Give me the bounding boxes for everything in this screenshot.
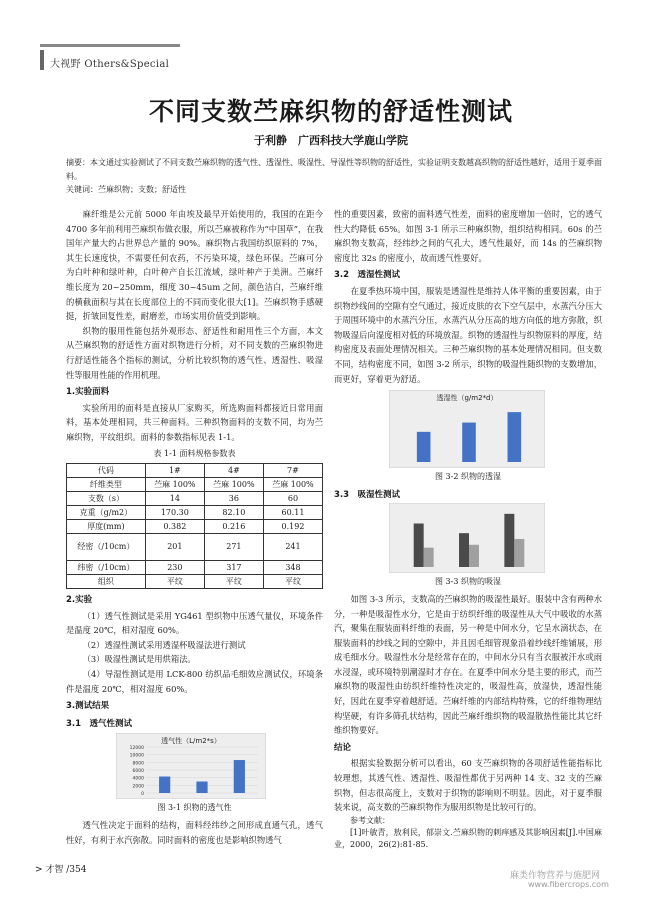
y-tick-label: 6000 <box>132 769 144 775</box>
paragraph: 如图 3-3 所示，支数高的苎麻织物的吸湿性最好。服装中含有两种水分，一种是吸湿性水分，它是由于纺织纤维的吸湿性从大气中吸收的水蒸汽，聚集在服装面料纤维的表面，另一种是中间水分，它呈水滴状态，在服装面料的纱线之间的空隙中，并且因毛细管现象沿着纱线纤维铺展，形成毛细水分。吸湿性水分是经常存在的，中间水分只有当衣服被汗水或雨水浸湿，或环境特别潮湿时才存在。在夏季中间水分是主要的形式，而苎麻织物的吸湿性由纺织纤维特性决定的，吸湿性高，放湿快，透湿性能好，因此在夏季穿着越舒适。苎麻纤维的内部结构特殊，它的纤维物理结构坚硬，有许多筛孔状结构，因此苎麻纤维织物的吸湿散热性能比其它纤维织物要好。 <box>334 593 602 736</box>
abstract: 摘要：本文通过实验测试了不同支数苎麻织物的透气性、透湿性、吸湿性、导湿性等织物的舒适性，实验证明支数越高织物的舒适性越好，适用于夏季面料。 <box>66 158 602 181</box>
table-cell: 0.192 <box>263 520 322 534</box>
bar <box>508 412 522 462</box>
bar <box>414 524 424 568</box>
paragraph: 透气性决定于面料的结构，面料经纬纱之间形成直通气孔，透气性好，有利于水汽弥散。同时面料的密度也是影响织物透气 <box>66 820 323 845</box>
table-cell: 苎麻 100% <box>204 478 263 492</box>
table-row <box>67 575 323 589</box>
table-cell: 348 <box>263 561 322 575</box>
table-cell: 经密（/10cm） <box>67 534 146 561</box>
bar <box>462 423 476 462</box>
author-line: 于利静 广西科技大学鹿山学院 <box>254 134 408 147</box>
table-cell: 60 <box>263 492 322 506</box>
bar <box>196 782 207 794</box>
section-marker <box>40 50 44 70</box>
heading: 2.实验 <box>66 595 93 606</box>
y-tick-label: 4000 <box>132 777 144 783</box>
table-cell: 36 <box>204 492 263 506</box>
table-row <box>67 464 323 478</box>
table-cell: 平纹 <box>204 575 263 589</box>
subheading: 3.2 透湿性测试 <box>334 270 401 281</box>
air-permeability-chart <box>116 733 266 799</box>
y-tick-label: 10000 <box>129 754 144 760</box>
table-cell: 纬密（/10cm） <box>67 561 146 575</box>
table-row <box>67 492 323 506</box>
table-header-cell: 7# <box>263 464 322 478</box>
left-column <box>66 207 323 847</box>
page-footer: > 才智 /354 <box>35 865 87 875</box>
watermark-url: www.fibercrops.com <box>528 880 609 889</box>
table-cell: 230 <box>145 561 204 575</box>
y-tick-label: 2000 <box>132 784 144 790</box>
table-cell: 170.30 <box>145 506 204 520</box>
heading: 3.测试结果 <box>66 701 110 712</box>
bar <box>459 533 469 567</box>
references-title: 参考文献： <box>350 815 390 825</box>
paragraph: 织物的服用性能包括外观形态、舒适性和耐用性三个方面，本文从苎麻织物的舒适性方面对织物进行分析，对不同支数的苎麻织物进行舒适性能各个指标的测试，分析比较织物的透气性、透湿性、吸湿性等服用性能的作用机理。 <box>66 325 323 380</box>
bar <box>424 548 434 567</box>
table-cell: 60.11 <box>263 506 322 520</box>
y-tick-label: 8000 <box>132 761 144 767</box>
bar <box>469 545 479 567</box>
table-cell: 苎麻 100% <box>145 478 204 492</box>
keywords: 关键词：苎麻织物；支数；舒适性 <box>66 185 186 194</box>
table-cell: 平纹 <box>263 575 322 589</box>
table-header-cell: 代码 <box>67 464 146 478</box>
figure-caption: 图 3-2 织物的透湿 <box>435 472 501 482</box>
table-cell: 支数（s） <box>67 492 146 506</box>
moisture-permeability-chart <box>389 390 545 468</box>
table-cell: 纤维类型 <box>67 478 146 492</box>
bar <box>514 539 524 567</box>
paragraph: 麻纤维是公元前 5000 年由埃及最早开始使用的，我国的在距今 4700 多年前利用苎麻织布做衣服，所以苎麻被称作为“中国草”，在我国年产量大约占世界总产量的 90%。麻织物占我国纺织原料的 7%，其生长速度快，不需要任何农药，不污染环境，绿色环保。苎麻可分为白叶种和绿叶种，白叶种产自长江流域，绿叶种产于美洲。苎麻纤维长度为 20~250mm，细度 30~45um 之间，颜色洁白，苎麻纤维的横截面积与其在长度部位上的不同而变化很大[1]。苎麻织物手感硬挺，折皱回复性差，耐磨差，市场实用价值受到影响。 <box>66 209 323 322</box>
table-row <box>67 520 323 534</box>
table-row <box>67 478 323 492</box>
table-header-cell: 4# <box>204 464 263 478</box>
table-cell: 0.216 <box>204 520 263 534</box>
figure-caption: 图 3-3 织物的吸湿 <box>435 577 501 587</box>
table-cell: 82.10 <box>204 506 263 520</box>
paragraph: 性的重要因素，致密的面料透气性差，面料的密度增加一倍时，它的透气性大约降低 65%。如图 3-1 所示三种麻织物，组织结构相同。60s 的苎麻织物支数高，经纬纱之间的气孔大，透气性最好，而 14s 的苎麻织物密度比 32s 的密度小，故而透气性要好。 <box>334 209 602 263</box>
paragraph: （3）吸湿性测试是用烘箱法。 <box>82 654 196 665</box>
table-cell: 组织 <box>67 575 146 589</box>
table-cell: 271 <box>204 534 263 561</box>
table-row <box>67 506 323 520</box>
bar <box>234 760 245 793</box>
table-cell: 平纹 <box>145 575 204 589</box>
chart-title: 透气性（L/m2*s） <box>161 737 221 746</box>
spec-table <box>66 463 323 589</box>
table-cell: 厚度(mm) <box>67 520 146 534</box>
paragraph: 实验所用的面料是直接从厂家购买，所选购面料都接近日常用面料，基本处理相同，共三种面料。三种织物面料的支数不同，均为苎麻织物，平纹组织。面料的参数指标见表 1-1。 <box>66 402 323 442</box>
table-cell: 241 <box>263 534 322 561</box>
bar <box>159 777 170 793</box>
table-cell: 14 <box>145 492 204 506</box>
y-tick-label: 0 <box>141 792 144 798</box>
table-cell: 克重（g/m2） <box>67 506 146 520</box>
section-label: 大视野 Others&Special <box>50 59 170 70</box>
subheading: 3.1 透气性测试 <box>66 718 133 729</box>
table-cell: 317 <box>204 561 263 575</box>
table-cell: 苎麻 100% <box>263 478 322 492</box>
heading: 1.实验面料 <box>66 387 110 398</box>
table-header-cell: 1# <box>145 464 204 478</box>
table-cell: 201 <box>145 534 204 561</box>
y-tick-label: 12000 <box>129 746 144 752</box>
table-cell: 0.382 <box>145 520 204 534</box>
article-title: 不同支数苎麻织物的舒适性测试 <box>148 97 513 126</box>
table-row <box>67 534 323 561</box>
bar <box>504 514 514 567</box>
watermark-text: 麻类作物营养与施肥网 <box>510 871 601 881</box>
paragraph: （1）透气性测试是采用 YG461 型织物中压透气量仪，环境条件是温度 20℃，相对湿度 60%。 <box>66 610 323 636</box>
paragraph: 根据实验数据分析可以看出，60 支苎麻织物的各项舒适性能指标比较理想，其透气性、透湿性、吸湿性都优于另两种 14 支、32 支的苎麻织物，但志很高度上，支数对于织物的影响则不明显。因此，对于夏季服装来说，高支数的苎麻织物作为服用织物是比较可行的。 <box>334 758 602 813</box>
figure-caption: 图 3-1 织物的透气性 <box>157 803 232 813</box>
table-caption: 表 1-1 面料规格参数表 <box>153 448 236 458</box>
heading: 结论 <box>334 742 352 753</box>
subheading: 3.3 吸湿性测试 <box>334 489 401 500</box>
reference-item: [1]叶敏青，敖利民，郁崇文.苎麻织物的刺痒感及其影响因素[J].中国麻业，2000，26(2):81-85. <box>334 827 602 849</box>
bar <box>417 432 431 462</box>
paragraph: （2）透湿性测试采用透湿杯吸湿法进行测试 <box>82 639 246 650</box>
right-column <box>334 207 602 851</box>
chart-title: 透湿性（g/m2*d） <box>436 394 498 403</box>
table-row <box>67 561 323 575</box>
paragraph: （4）导湿性测试是用 LCK-800 纺织品毛细效应测试仪，环境条件是温度 20℃，相对湿度 60%。 <box>66 669 323 694</box>
paragraph: 在夏季热环境中国，服装是透湿性是维持人体平衡的重要因素，由于织物纱线间的空隙有空气通过，接近皮肤的衣下空气层中，水蒸汽分压大于周围环境中的水蒸汽分压，水蒸汽从分压高的地方向低的地方弥散，织物吸湿后向湿度相对低的环境放湿。织物的透湿性与织物原料的厚度，结构密度及表面处理情况相关。三种苎麻织物的基本处理情况相同。但支数不同，结构密度不同，如图 3-2 所示，织物的吸湿性随织物的支数增加，而更好，穿着更为舒适。 <box>334 285 602 384</box>
moisture-absorption-chart <box>389 503 545 573</box>
